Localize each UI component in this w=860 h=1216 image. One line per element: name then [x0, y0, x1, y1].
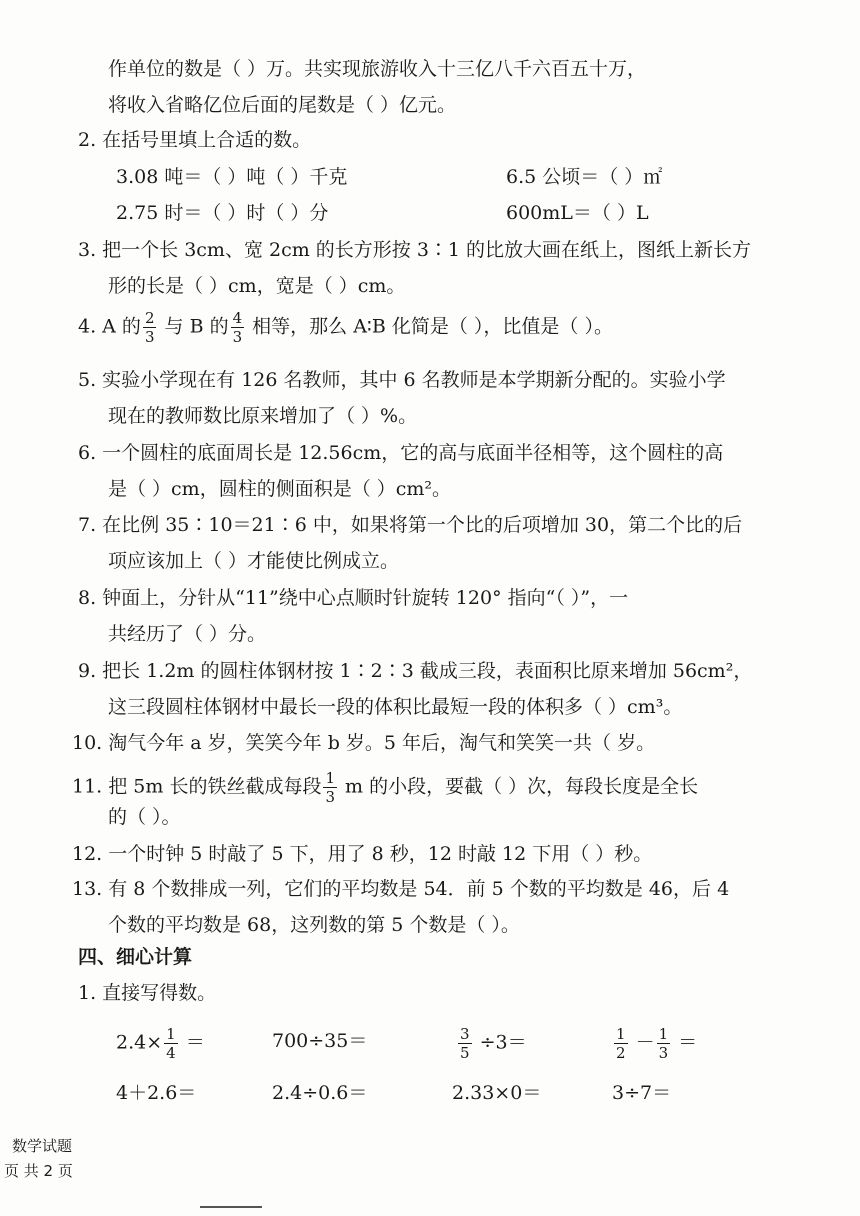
question-11-prefix: 11. 把 5m 长的铁丝截成每段: [72, 775, 322, 798]
section-4-subtitle: 1. 直接写得数。: [78, 982, 217, 1004]
fraction-numerator: 2: [144, 309, 155, 327]
question-8-line-1: 8. 钟面上，分针从“11”绕中心点顺时针旋转 120° 指向“（ ）”，一: [78, 587, 629, 609]
section-4-title: 四、细心计算: [78, 946, 193, 968]
question-9-line-1: 9. 把长 1.2m 的圆柱体钢材按 1∶2∶3 截成三段，表面积比原来增加 56cm²，: [78, 660, 753, 682]
fraction-1-2: [614, 1026, 628, 1061]
question-10: 10. 淘气今年 a 岁，笑笑今年 b 岁。5 年后，淘气和笑笑一共（ 岁。: [72, 732, 656, 754]
fraction-1-3: [323, 770, 337, 805]
question-11-suffix: m 的小段，要截（ ）次，每段长度是全长: [339, 775, 699, 798]
fraction-numerator: 1: [616, 1025, 626, 1043]
page-edge-line: [200, 1206, 262, 1208]
calc-item-7: 2.33×0＝: [452, 1082, 542, 1104]
calc-item-5: 4＋2.6＝: [116, 1082, 197, 1104]
calc-item-3-suffix: ÷3＝: [473, 1031, 527, 1054]
footer-subject: 数学试题: [12, 1137, 73, 1155]
question-2-item-b: 6.5 公顷＝（ ）㎡: [506, 166, 663, 188]
question-11-line-2: 的（ ）。: [108, 806, 181, 828]
fraction-numerator: 1: [325, 769, 335, 787]
question-8-line-2: 共经历了（ ）分。: [108, 623, 267, 645]
fraction-denominator: 3: [144, 328, 155, 346]
question-9-line-2: 这三段圆柱体钢材中最长一段的体积比最短一段的体积多（ ）cm³。: [108, 696, 683, 718]
question-2-item-c: 2.75 时＝（ ）时（ ）分: [116, 202, 329, 224]
fraction-1-4: [164, 1026, 178, 1061]
calc-item-3: [456, 1026, 527, 1061]
fraction-4-3: [231, 310, 245, 345]
fraction-denominator: 2: [616, 1044, 626, 1062]
question-4-prefix: 4. A 的: [78, 315, 141, 338]
question-13-line-1: 13. 有 8 个数排成一列，它们的平均数是 54．前 5 个数的平均数是 46，后 4: [72, 878, 730, 900]
fraction-denominator: 5: [460, 1044, 470, 1062]
fraction-numerator: 4: [232, 309, 243, 327]
question-11-line-1: [72, 770, 698, 805]
question-6-line-1: 6. 一个圆柱的底面周长是 12.56cm，它的高与底面半径相等，这个圆柱的高: [78, 442, 724, 464]
fraction-3-5: [458, 1026, 472, 1061]
calc-item-4-operator: －: [629, 1031, 655, 1054]
fraction-numerator: 1: [658, 1025, 669, 1043]
question-2-item-a: 3.08 吨＝（ ）吨（ ）千克: [116, 166, 348, 188]
question-6-line-2: 是（ ）cm，圆柱的侧面积是（ ）cm²。: [108, 478, 452, 500]
calc-item-6: 2.4÷0.6＝: [272, 1082, 368, 1104]
fraction-2-3: [143, 310, 157, 345]
question-3-line-2: 形的长是（ ）cm，宽是（ ）cm。: [108, 275, 406, 297]
question-12: 12. 一个时钟 5 时敲了 5 下，用了 8 秒，12 时敲 12 下用（ ）秒。: [72, 843, 653, 865]
question-13-line-2: 个数的平均数是 68，这列数的第 5 个数是（ ）。: [108, 914, 520, 936]
calc-item-1: [116, 1026, 205, 1061]
question-2: 2. 在括号里填上合适的数。: [78, 129, 312, 151]
question-5-line-2: 现在的教师数比原来增加了（ ）%。: [108, 405, 418, 427]
calc-item-1-suffix: ＝: [179, 1031, 205, 1054]
question-2-item-d: 600mL＝（ ）L: [506, 202, 649, 224]
question-7-line-2: 项应该加上（ ）才能使比例成立。: [108, 550, 400, 572]
text-line-1: 作单位的数是（ ）万。共实现旅游收入十三亿八千六百五十万，: [108, 58, 647, 80]
fraction-numerator: 3: [460, 1025, 470, 1043]
fraction-denominator: 3: [658, 1044, 669, 1062]
calc-item-2: 700÷35＝: [272, 1030, 368, 1052]
question-4: [78, 310, 613, 345]
fraction-1-3: [657, 1026, 671, 1061]
question-3-line-1: 3. 把一个长 3cm、宽 2cm 的长方形按 3∶1 的比放大画在纸上，图纸上新长方: [78, 239, 752, 261]
calc-item-4: [612, 1026, 697, 1061]
question-7-line-1: 7. 在比例 35∶10＝21∶6 中，如果将第一个比的后项增加 30，第二个比的后: [78, 514, 743, 536]
fraction-denominator: 3: [325, 788, 335, 806]
footer-page-count: 页 共 2 页: [4, 1162, 73, 1180]
fraction-denominator: 3: [232, 328, 243, 346]
question-4-suffix: 相等，那么 A∶B 化简是（ ），比值是（ ）。: [246, 315, 613, 338]
fraction-denominator: 4: [166, 1044, 176, 1062]
text-line-2: 将收入省略亿位后面的尾数是（ ）亿元。: [108, 94, 457, 116]
calc-item-8: 3÷7＝: [612, 1082, 672, 1104]
question-4-middle: 与 B 的: [158, 315, 229, 338]
calc-item-1-prefix: 2.4×: [116, 1031, 163, 1054]
question-5-line-1: 5. 实验小学现在有 126 名教师，其中 6 名教师是本学期新分配的。实验小学: [78, 369, 726, 391]
fraction-numerator: 1: [166, 1025, 176, 1043]
calc-item-4-suffix: ＝: [672, 1031, 698, 1054]
